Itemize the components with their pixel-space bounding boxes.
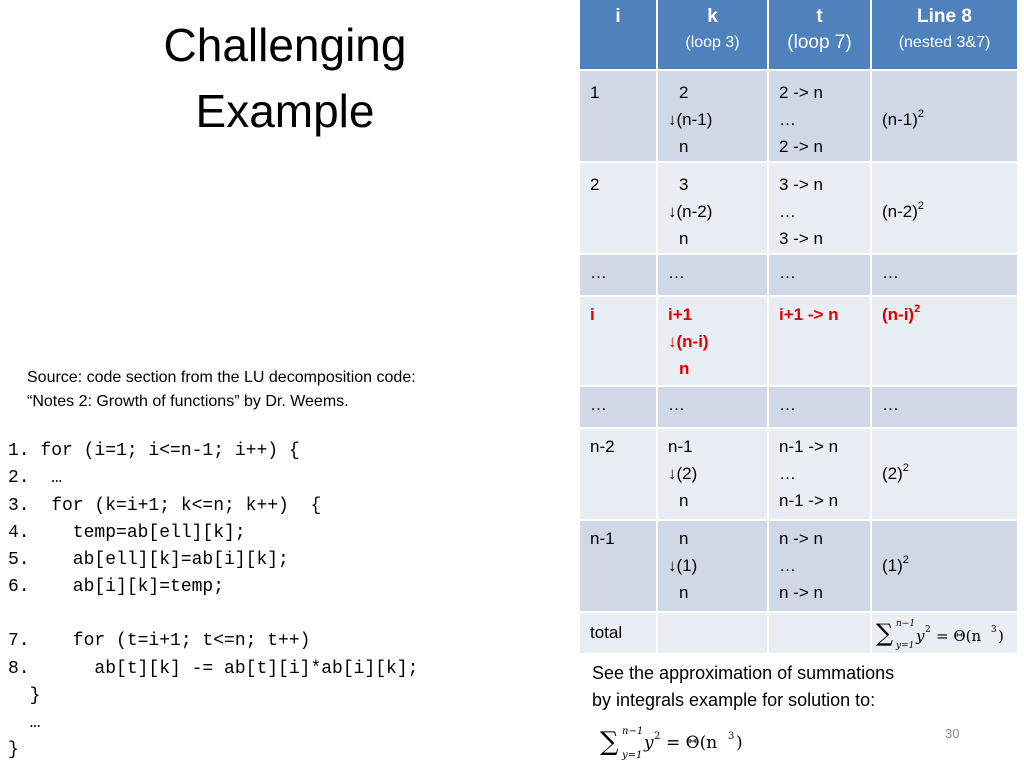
summation-formula-bottom: [600, 724, 760, 760]
table-row: [580, 386, 1018, 428]
code-line: }: [8, 686, 41, 706]
svg-text:= Θ(n: = Θ(n: [936, 627, 982, 645]
svg-text:= Θ(n: = Θ(n: [666, 733, 718, 753]
cell-t: 3 -> n … 3 -> n: [768, 162, 871, 254]
title-line-1: Challenging: [163, 19, 407, 71]
cell-k: 2 ↓(n-1) n: [657, 70, 768, 162]
cell-i: …: [580, 386, 657, 428]
cell-line8: $(n-2)^2$: [871, 162, 1018, 254]
cell-i: i: [580, 296, 657, 386]
table-row: [580, 520, 1018, 612]
cell-i: n-1: [580, 520, 657, 612]
note-text: [592, 660, 1012, 714]
cell-k: …: [657, 386, 768, 428]
slide-number: 30: [945, 726, 960, 741]
cell-t: 2 -> n … 2 -> n: [768, 70, 871, 162]
header-k: k (loop 3): [657, 0, 768, 70]
svg-text:∑: ∑: [876, 619, 894, 647]
svg-text:y=1: y=1: [622, 750, 643, 760]
table-row: [580, 254, 1018, 296]
note-line-1: See the approximation of summations: [592, 663, 895, 683]
cell-k: 3 ↓(n-2) n: [657, 162, 768, 254]
code-line: 8. ab[t][k] -= ab[t][i]*ab[i][k];: [8, 659, 419, 679]
cell-t: n -> n … n -> n: [768, 520, 871, 612]
svg-text:n−1: n−1: [622, 726, 644, 737]
source-line-1: Source: code section from the LU decomposition code:: [27, 369, 416, 386]
svg-text:3: 3: [991, 625, 997, 635]
source-line-2: “Notes 2: Growth of functions” by Dr. Weems.: [27, 393, 349, 410]
header-i: i: [580, 0, 657, 70]
cell-line8-total: [871, 612, 1018, 654]
code-line: 5. ab[ell][k]=ab[i][k];: [8, 550, 289, 570]
analysis-table: [580, 0, 1019, 655]
code-line: 4. temp=ab[ell][k];: [8, 523, 246, 543]
table-row-highlight: [580, 296, 1018, 386]
cell-line8: $(2)^2$: [871, 428, 1018, 520]
table-row: [580, 162, 1018, 254]
cell-k: i+1 ↓(n-i) n: [657, 296, 768, 386]
cell-line8: …: [871, 254, 1018, 296]
cell-t: i+1 -> n: [768, 296, 871, 386]
cell-line8: $(1)^2$: [871, 520, 1018, 612]
code-line: 7. for (t=i+1; t<=n; t++): [8, 631, 311, 651]
svg-text:2: 2: [654, 731, 661, 742]
cell-line8: $(n-i)^2$: [871, 296, 1018, 386]
title-line-2: Example: [195, 85, 375, 137]
svg-text:n−1: n−1: [896, 619, 916, 629]
cell-t: …: [768, 254, 871, 296]
cell-line8: $(n-1)^2$: [871, 70, 1018, 162]
svg-text:y=1: y=1: [896, 641, 915, 651]
code-line: 6. ab[i][k]=temp;: [8, 577, 225, 597]
table-row-total: [580, 612, 1018, 654]
cell-i: total: [580, 612, 657, 654]
source-caption: [27, 366, 507, 414]
summation-formula: [876, 615, 1016, 651]
cell-k: n-1 ↓(2) n: [657, 428, 768, 520]
svg-text:): ): [998, 627, 1004, 645]
svg-text:y: y: [644, 733, 654, 753]
cell-line8: …: [871, 386, 1018, 428]
code-line: …: [8, 713, 41, 733]
table-row: [580, 70, 1018, 162]
note-line-2: by integrals example for solution to:: [592, 690, 876, 710]
cell-i: 1: [580, 70, 657, 162]
header-t: t (loop 7): [768, 0, 871, 70]
code-line: 1. for (i=1; i<=n-1; i++) {: [8, 441, 300, 461]
svg-text:y: y: [916, 627, 925, 645]
code-line: 3. for (k=i+1; k<=n; k++) {: [8, 496, 322, 516]
cell-k: …: [657, 254, 768, 296]
slide-title: [110, 12, 460, 144]
svg-text:2: 2: [925, 625, 931, 635]
cell-i: …: [580, 254, 657, 296]
header-line8: Line 8 (nested 3&7): [871, 0, 1018, 70]
table-row: [580, 428, 1018, 520]
code-line: 2. …: [8, 468, 63, 488]
svg-text:3: 3: [728, 731, 735, 742]
cell-i: n-2: [580, 428, 657, 520]
svg-text:∑: ∑: [600, 727, 619, 757]
cell-t: [768, 612, 871, 654]
cell-k: [657, 612, 768, 654]
cell-k: n ↓(1) n: [657, 520, 768, 612]
svg-text:): ): [736, 733, 743, 753]
cell-t: n-1 -> n … n-1 -> n: [768, 428, 871, 520]
table-header-row: [580, 0, 1018, 70]
cell-t: …: [768, 386, 871, 428]
cell-i: 2: [580, 162, 657, 254]
code-line: }: [8, 740, 19, 760]
